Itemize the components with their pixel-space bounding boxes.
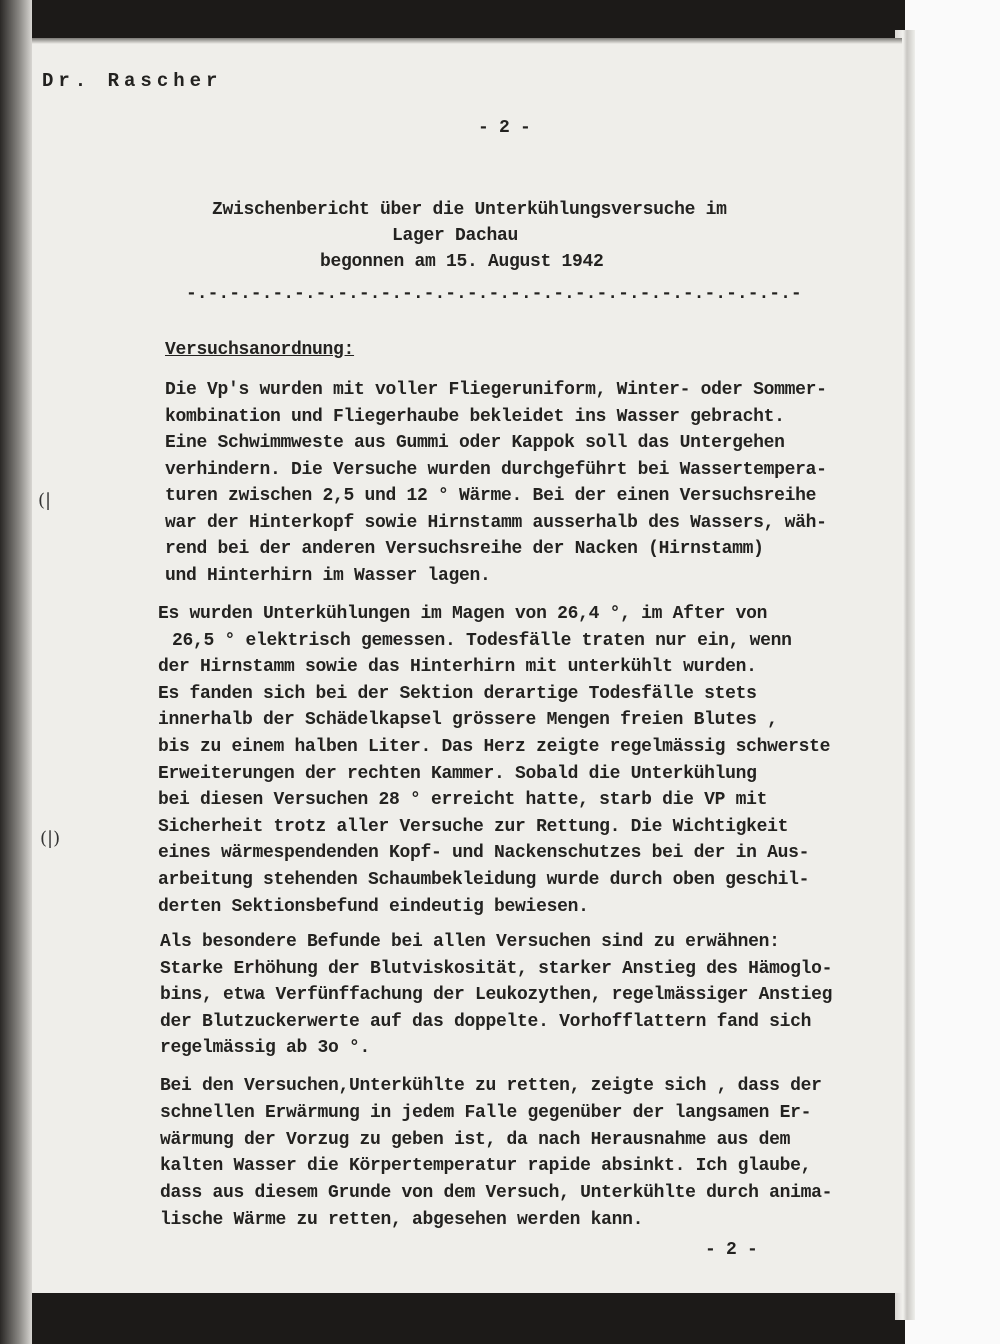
author-header: Dr. Rascher (42, 70, 223, 92)
text-line: Bei den Versuchen,Unterkühlte zu retten, zeigte sich , dass der (160, 1076, 822, 1096)
text-line: dass aus diesem Grunde von dem Versuch, Unterkühlte durch anima- (160, 1183, 833, 1204)
text-line: regelmässig ab 3o °. (160, 1038, 371, 1058)
text-line: rend bei der anderen Versuchsreihe der Nacken (Hirnstamm) (165, 539, 764, 559)
title-line-2: Lager Dachau (392, 226, 519, 246)
text-line: 26,5 ° elektrisch gemessen. Todesfälle traten nur ein, wenn (172, 630, 792, 651)
title-divider: -.-.-.-.-.-.-.-.-.-.-.-.-.-.-.-.-.-.-.-.-.-.-.-.-.-.-.-.- (186, 284, 802, 304)
page-number-footer: - 2 - (705, 1240, 758, 1260)
text-line: bis zu einem halben Liter. Das Herz zeigte regelmässig schwerste (158, 737, 831, 757)
text-line: innerhalb der Schädelkapsel grössere Mengen freien Blutes , (158, 710, 778, 731)
margin-mark: (|) (40, 828, 61, 849)
margin-mark: (| (38, 490, 52, 511)
text-line: Es wurden Unterkühlungen im Magen von 26,4 °, im After von (158, 604, 768, 624)
text-line: Erweiterungen der rechten Kammer. Sobald die Unterkühlung (158, 763, 757, 784)
text-line: wärmung der Vorzug zu geben ist, da nach Herausnahme aus dem (160, 1129, 791, 1150)
background (905, 0, 1000, 1344)
text-line: der Hirnstamm sowie das Hinterhirn mit unterkühlt wurden. (158, 657, 757, 678)
title-line-3: begonnen am 15. August 1942 (320, 252, 604, 272)
text-line: Eine Schwimmweste aus Gummi oder Kappok soll das Untergehen (165, 433, 785, 453)
text-line: war der Hinterkopf sowie Hirnstamm ausserhalb des Wassers, wäh- (165, 512, 827, 533)
text-line: Es fanden sich bei der Sektion derartige Todesfälle stets (158, 683, 757, 704)
text-line: der Blutzuckerwerte auf das doppelte. Vorhofflattern fand sich (160, 1011, 812, 1032)
text-line: turen zwischen 2,5 und 12 ° Wärme. Bei der einen Versuchsreihe (165, 486, 817, 506)
text-line: Starke Erhöhung der Blutviskosität, starker Anstieg des Hämoglo- (160, 958, 833, 979)
text-line: kalten Wasser die Körpertemperatur rapide absinkt. Ich glaube, (160, 1156, 812, 1177)
text-line: kombination und Fliegerhaube bekleidet ins Wasser gebracht. (165, 406, 785, 427)
text-line: und Hinterhirn im Wasser lagen. (165, 565, 491, 586)
text-line: bins, etwa Verfünffachung der Leukozythen, regelmässiger Anstieg (160, 985, 833, 1005)
page-number-top: - 2 - (478, 118, 531, 138)
text-line: bei diesen Versuchen 28 ° erreicht hatte, starb die VP mit (158, 790, 768, 811)
text-line: derten Sektionsbefund eindeutig bewiesen. (158, 896, 589, 917)
binding-edge (0, 0, 32, 1344)
text-line: Die Vp's wurden mit voller Fliegeruniform, Winter- oder Sommer- (165, 380, 827, 400)
text-line: Sicherheit trotz aller Versuche zur Rettung. Die Wichtigkeit (158, 816, 789, 837)
text-line: eines wärmespendenden Kopf- und Nackenschutzes bei der in Aus- (158, 843, 810, 864)
text-line: verhindern. Die Versuche wurden durchgeführt bei Wassertempera- (165, 459, 827, 480)
text-line: schnellen Erwärmung in jedem Falle gegenüber der langsamen Er- (160, 1102, 812, 1123)
section-heading: Versuchsanordnung: (165, 340, 355, 360)
text-line: lische Wärme zu retten, abgesehen werden kann. (160, 1210, 644, 1230)
text-line: Als besondere Befunde bei allen Versuchen sind zu erwähnen: (160, 932, 780, 952)
text-line: arbeitung stehenden Schaumbekleidung wurde durch oben geschil- (158, 870, 810, 890)
title-line-1: Zwischenbericht über die Unterkühlungsversuche im (212, 200, 727, 220)
page-top-edge (32, 38, 902, 44)
